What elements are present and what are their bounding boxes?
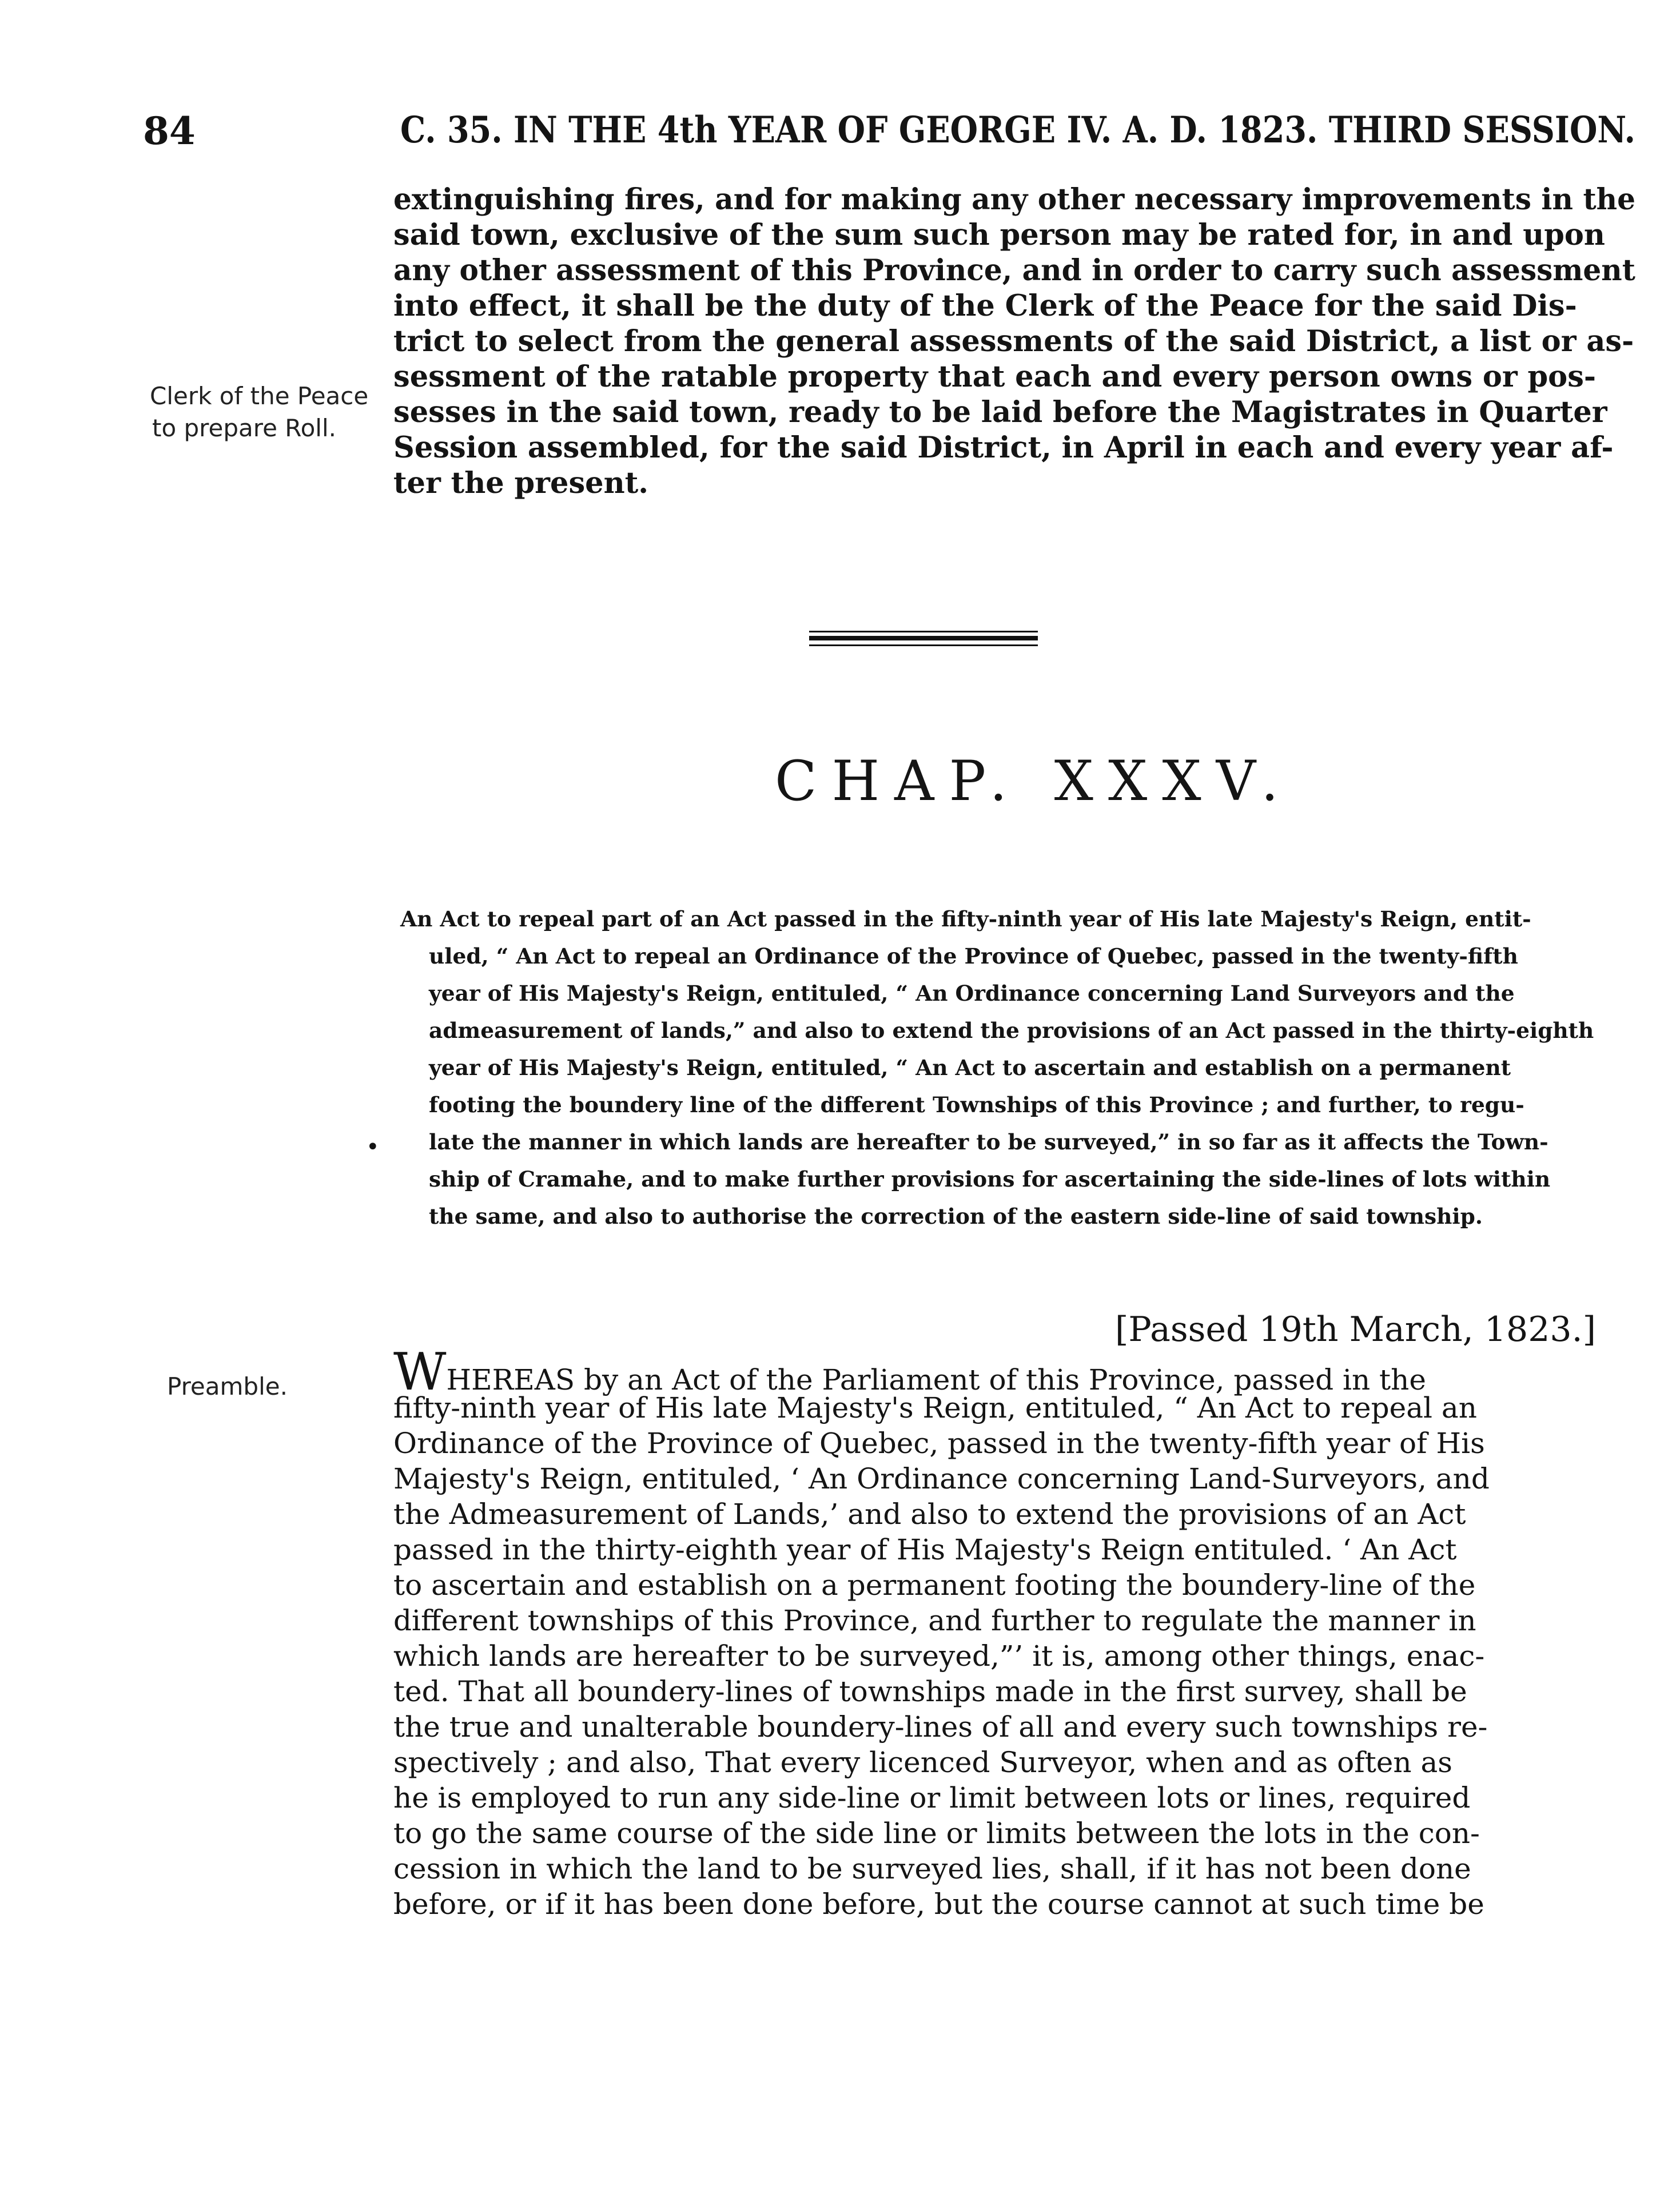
chapter-title-line: An Act to repeal part of an Act passed in the fifty-ninth year of His late Majesty's Reign, entit- xyxy=(400,906,1531,932)
chapter-title-line: uled, “ An Act to repeal an Ordinance of the Province of Quebec, passed in the twenty-fifth xyxy=(429,944,1518,969)
margin-note-preamble: Preamble. xyxy=(167,1372,288,1400)
preamble-line: he is employed to run any side-line or limit between lots or lines, required xyxy=(393,1781,1471,1814)
chapter-title-line: ship of Cramahe, and to make further provisions for ascertaining the side-lines of lots within xyxy=(429,1167,1551,1192)
preamble-line: cession in which the land to be surveyed lies, shall, if it has not been done xyxy=(393,1852,1471,1885)
chapter-title-line: the same, and also to authorise the correction of the eastern side-line of said township. xyxy=(429,1204,1483,1229)
continued-text-line: ter the present. xyxy=(393,466,649,500)
preamble-line: passed in the thirty-eighth year of His Majesty's Reign entituled. ‘ An Act xyxy=(393,1533,1457,1566)
preamble-line: Ordinance of the Province of Quebec, passed in the twenty-fifth year of His xyxy=(393,1427,1485,1460)
continued-text-line: Session assembled, for the said District, in April in each and every year af- xyxy=(393,431,1614,465)
preamble-line: different townships of this Province, and further to regulate the manner in xyxy=(393,1604,1476,1637)
running-head xyxy=(143,109,1635,160)
margin-note-clerk-line-1: Clerk of the Peace xyxy=(150,382,369,410)
passed-date: [Passed 19th March, 1823.] xyxy=(1115,1310,1597,1350)
preamble-line: to go the same course of the side line or limits between the lots in the con- xyxy=(393,1817,1480,1850)
preamble-line: the Admeasurement of Lands,’ and also to extend the provisions of an Act xyxy=(393,1498,1466,1531)
continued-text-line: any other assessment of this Province, and in order to carry such assessment xyxy=(393,253,1635,288)
continued-text-line: sesses in the said town, ready to be laid before the Magistrates in Quarter xyxy=(393,395,1607,429)
continued-text-line: sessment of the ratable property that each and every person owns or pos- xyxy=(393,360,1597,394)
chapter-title-line: year of His Majesty's Reign, entituled, “ An Act to ascertain and establish on a permanent xyxy=(429,1055,1511,1080)
chapter-title-line: admeasurement of lands,” and also to extend the provisions of an Act passed in the thirty-eighth xyxy=(429,1018,1594,1043)
page-number: 84 xyxy=(143,109,196,153)
preamble-line-text: HEREAS by an Act of the Parliament of this Province, passed in the xyxy=(446,1363,1426,1396)
preamble-line: ted. That all boundery-lines of townships made in the first survey, shall be xyxy=(393,1675,1467,1708)
continued-text-line: into effect, it shall be the duty of the Clerk of the Peace for the said Dis- xyxy=(393,289,1577,323)
section-divider xyxy=(809,631,1038,650)
preamble-line: before, or if it has been done before, but the course cannot at such time be xyxy=(393,1888,1484,1921)
preamble-line: to ascertain and establish on a permanent footing the boundery-line of the xyxy=(393,1569,1476,1602)
preamble-line: Majesty's Reign, entituled, ‘ An Ordinance concerning Land-Surveyors, and xyxy=(393,1462,1490,1495)
running-title: C. 35. IN THE 4th YEAR OF GEORGE IV. A. D. 1823. THIRD SESSION. xyxy=(400,109,1635,152)
margin-bullet-mark: • xyxy=(366,1134,380,1160)
preamble-line: the true and unalterable boundery-lines of all and every such townships re- xyxy=(393,1710,1488,1744)
chapter-heading: CHAP. XXXV. xyxy=(775,749,1293,813)
chapter-title-line: late the manner in which lands are hereafter to be surveyed,” in so far as it affects the Town- xyxy=(429,1129,1548,1155)
continued-text-line: trict to select from the general assessments of the said District, a list or as- xyxy=(393,324,1634,359)
continued-text-line: extinguishing fires, and for making any other necessary improvements in the xyxy=(393,182,1636,217)
chapter-title-line: year of His Majesty's Reign, entituled, “ An Ordinance concerning Land Surveyors and the xyxy=(429,981,1515,1006)
preamble-line: spectively ; and also, That every licenced Surveyor, when and as often as xyxy=(393,1746,1452,1779)
preamble-line: which lands are hereafter to be surveyed,”’ it is, among other things, enac- xyxy=(393,1639,1485,1673)
margin-note-clerk-line-2: to prepare Roll. xyxy=(152,414,336,442)
drop-cap: W xyxy=(393,1342,447,1402)
preamble-line: fifty-ninth year of His late Majesty's Reign, entituled, “ An Act to repeal an xyxy=(393,1391,1477,1424)
chapter-title-line: footing the boundery line of the different Townships of this Province ; and further, to regu- xyxy=(429,1092,1524,1117)
continued-text-line: said town, exclusive of the sum such person may be rated for, in and upon xyxy=(393,218,1605,252)
